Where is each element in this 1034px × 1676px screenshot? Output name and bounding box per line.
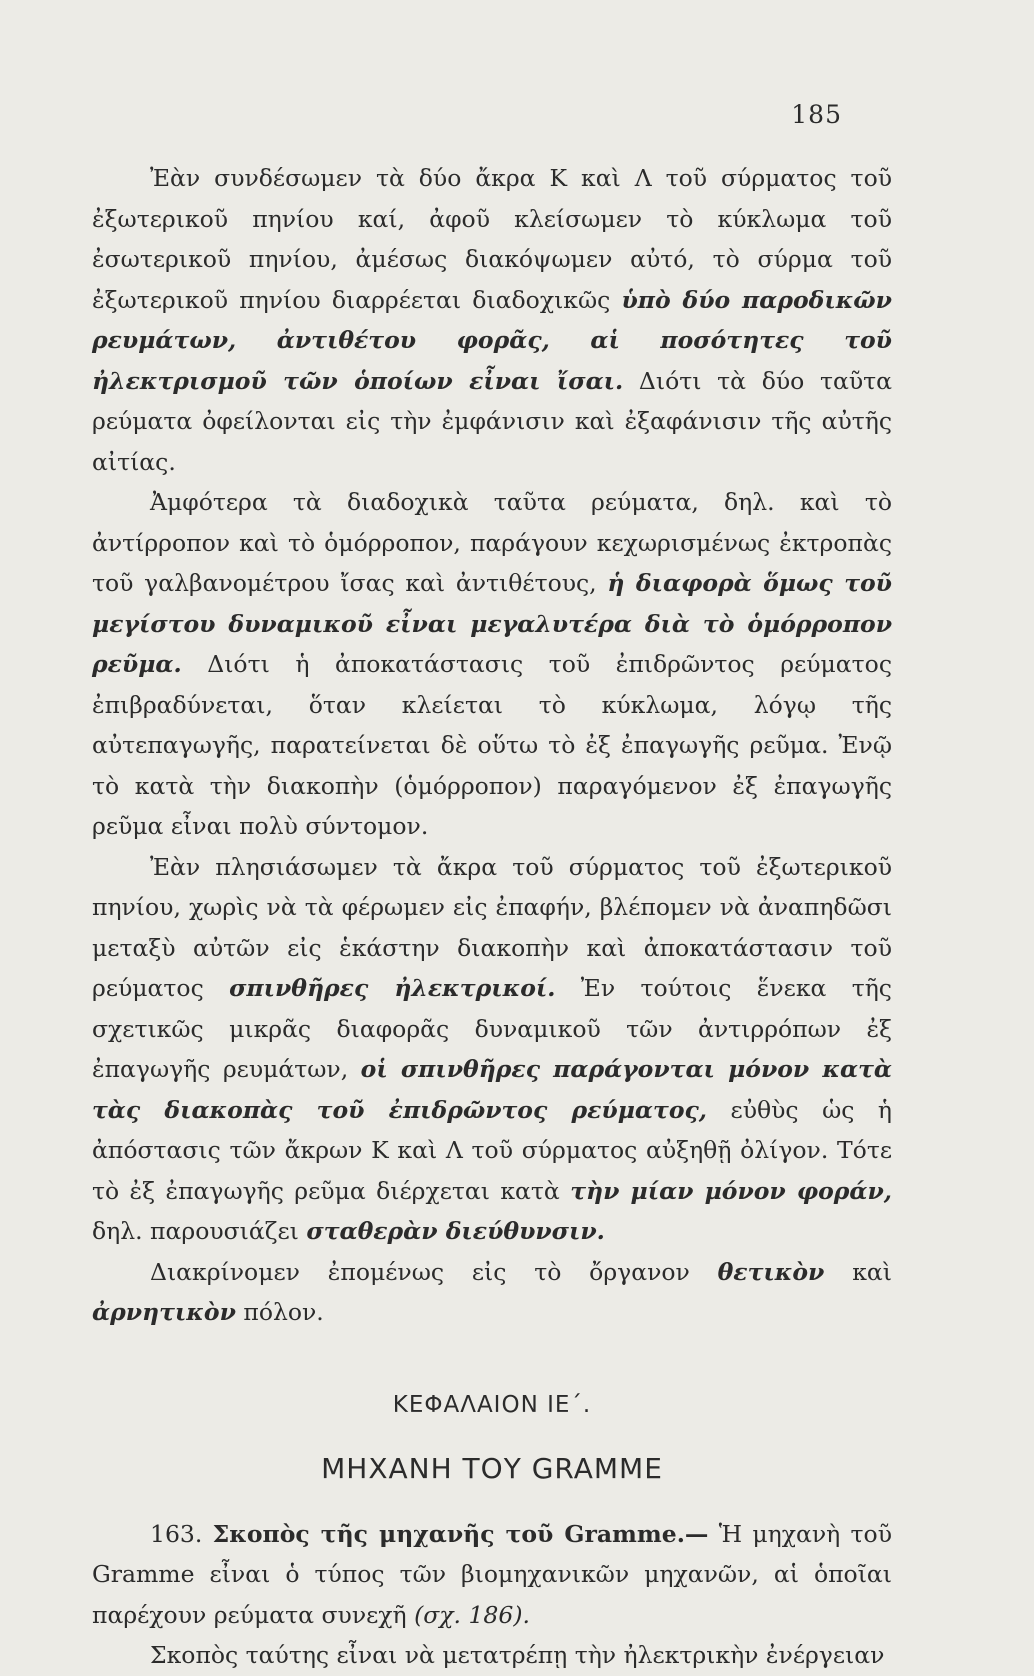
paragraph-2 (92, 482, 892, 847)
paragraph-1 (92, 158, 892, 482)
paragraph-3 (92, 847, 892, 1252)
chapter-heading: ΜΗΧΑΝΗ ΤΟΥ GRAMME (321, 1452, 663, 1485)
p4-emphasis-negative: ἀρνητικὸν (92, 1298, 236, 1326)
p2-text-c: Διότι ἡ ἀποκατάστασις τοῦ ἐπιδρῶντος ρεύματος ἐπιβραδύνεται, ὅταν κλείεται τὸ κύκλωμα, λόγῳ τῆς αὐτεπαγωγῆς, παρατείνεται δὲ οὕτω τὸ ἐξ ἐπαγωγῆς ρεῦμα. Ἐνῷ τὸ κατὰ τὴν διακοπὴν (ὁμόρροπον) παραγόμενον ἐξ ἐπαγωγῆς ρεῦμα εἶναι πολὺ σύντομον. (92, 650, 892, 840)
p1-text-c: Διότι τὰ δύο ταῦτα ρεύματα ὀφείλονται εἰς τὴν ἐμφάνισιν καὶ ἐξαφάνισιν τῆς αὐτῆς αἰτίας. (92, 366, 892, 476)
p3-emphasis-steady: σταθερὰν διεύθυνσιν. (306, 1217, 605, 1245)
page-number: 185 (791, 100, 842, 129)
paragraph-4 (92, 1252, 892, 1333)
p3-emphasis-one-direction: τὴν μίαν μόνον φοράν, (570, 1176, 892, 1205)
section-163 (92, 1514, 892, 1636)
p2-emphasis: ἡ διαφορὰ ὅμως τοῦ μεγίστου δυναμικοῦ εἶναι μεγαλυτέρα διὰ τὸ ὁμόρροπον ρεῦμα. (92, 569, 892, 678)
p1-text-a: Ἐὰν συνδέσωμεν τὰ δύο ἄκρα Κ καὶ Λ τοῦ σύρματος τοῦ ἐξωτερικοῦ πηνίου καί, ἀφοῦ κλείσωμεν τὸ κύκλωμα τοῦ ἐσωτερικοῦ πηνίου, ἀμέσως διακόψωμεν αὐτό, τὸ σύρμα τοῦ ἐξωτερικοῦ πηνίου διαρρέεται διαδοχικῶς (92, 164, 892, 314)
p3-emphasis-sparks: σπινθῆρες ἠλεκτρικοί. (229, 974, 556, 1002)
p3-text-e: εὐθὺς ὡς ἡ ἀπόστασις τῶν ἄκρων Κ καὶ Λ τοῦ σύρματος αὐξηθῇ ὀλίγον. Τότε τὸ ἐξ ἐπαγωγῆς ρεῦμα διέρχεται κατὰ (92, 1095, 892, 1205)
figure-reference: (σχ. 186). (414, 1600, 530, 1629)
section-title: Σκοπὸς τῆς μηχανῆς τοῦ Gramme.— (212, 1519, 709, 1548)
p4-text-a: Διακρίνομεν ἐπομένως εἰς τὸ ὄργανον (150, 1257, 690, 1286)
p4-emphasis-positive: θετικὸν (717, 1257, 825, 1286)
page-body (92, 158, 892, 1676)
p1-emphasis: ὑπὸ δύο παροδικῶν ρευμάτων, ἀντιθέτου φορᾶς, αἱ ποσότητες τοῦ ἠλεκτρισμοῦ τῶν ὁποίων εἶναι ἴσαι. (92, 285, 892, 395)
section-number: 163. (150, 1519, 203, 1548)
p3-text-c: Ἐν τούτοις ἕνεκα τῆς σχετικῶς μικρᾶς διαφορᾶς δυναμικοῦ τῶν ἀντιρρόπων ἐξ ἐπαγωγῆς ρευμάτων, (92, 974, 892, 1083)
p3-emphasis-interruptions: οἱ σπινθῆρες παράγονται μόνον κατὰ τὰς διακοπὰς τοῦ ἐπιδρῶντος ρεύματος, (92, 1055, 892, 1124)
p3-text-a: Ἐὰν πλησιάσωμεν τὰ ἄκρα τοῦ σύρματος τοῦ ἐξωτερικοῦ πηνίου, χωρὶς νὰ τὰ φέρωμεν εἰς ἐπαφήν, βλέπομεν νὰ ἀναπηδῶσι μεταξὺ αὐτῶν εἰς ἑκάστην διακοπὴν καὶ ἀποκατάστασιν τοῦ ρεύματος (92, 852, 892, 1002)
p2-text-a: Ἀμφότερα τὰ διαδοχικὰ ταῦτα ρεύματα, δηλ. καὶ τὸ ἀντίρροπον καὶ τὸ ὁμόρροπον, παράγουν κεχωρισμένως ἐκτροπὰς τοῦ γαλβανομέτρου ἴσας καὶ ἀντιθέτους, (92, 488, 892, 597)
p3-text-g: δηλ. παρουσιάζει (92, 1217, 299, 1245)
paragraph-5: Σκοπὸς ταύτης εἶναι νὰ μετατρέπῃ τὴν ἠλεκτρικὴν ἐνέργειαν (150, 1641, 885, 1669)
chapter-label: ΚΕΦΑΛΑΙΟΝ ΙΕ΄. (392, 1391, 592, 1418)
p4-text-c: καὶ (852, 1257, 892, 1286)
section-text: Ἡ μηχανὴ τοῦ Gramme εἶναι ὁ τύπος τῶν βιομηχανικῶν μηχανῶν, αἱ ὁποῖαι παρέχουν ρεύματα συνεχῆ (92, 1519, 892, 1629)
p4-text-e: πόλον. (243, 1298, 324, 1326)
